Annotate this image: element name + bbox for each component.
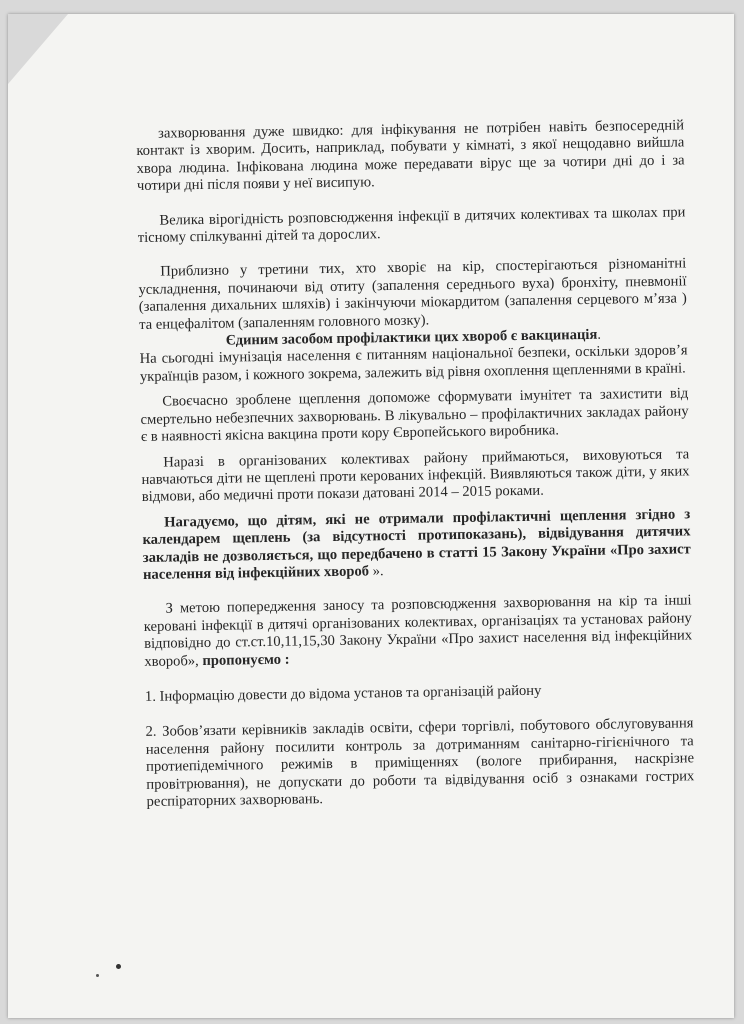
paragraph-timely-vaccination: Своєчасно зроблене щеплення допоможе сформувати імунітет та захистити від смертельно небезпечних захворювань. В лікувально – профілактичних закладах району є в наявності якісна вакцина проти кору Європейського виробника.: [140, 385, 689, 446]
paragraph-reminder: [142, 506, 691, 584]
paragraph-complications: Приблизно у третини тих, хто хворіє на кір, спостерігаються різноманітні ускладнення, починаючи від отиту (запалення середнього вуха) бронхіту, пневмонії (запалення дихальних шляхів) і закінчуючи міокардитом (запалення серцевого м’яза ) та енцефалітом (запаленням головного мозку).: [138, 255, 687, 333]
document-body: [136, 117, 695, 811]
paragraph-unvaccinated-children: Наразі в організованих колективах району приймаються, виховуються та навчаються діти не щеплені проти керованих інфекцій. Виявляються також діти, у яких відмови, або медичні проти покази датовані 2014 – 2015 роками.: [141, 445, 690, 506]
list-item-2: 2. Зобов’язати керівників закладів освіти, сфери торгівлі, побутового обслуговування населення району посилити контроль за дотриманням санітарно-гігієнічного та протиепідемічного режимів в приміщеннях (вологе прибирання, наскрізне провітрювання), не допускати до роботи та відвідування осіб з ознаками гострих респіраторних захворювань.: [145, 715, 695, 810]
paragraph-purpose: [143, 593, 692, 671]
purpose-text: З метою попередження заносу та розповсюдження захворювання на кір та інші керовані інфекції в дитячі організованих колективах, організаціях та установах району відповідно до ст.ст.10,11,15,30 Закону України «Про захист населення від інфекційних хвороб»,: [143, 592, 693, 670]
paragraph-spread-in-schools: Велика вірогідність розповсюдження інфекції в дитячих колективах та школах при тісному спілкуванні дітей та дорослих.: [137, 204, 686, 247]
reminder-end: ».: [368, 563, 384, 580]
folded-corner: [8, 14, 68, 84]
vaccination-heading-end: .: [597, 326, 602, 343]
purpose-propose-bold: пропонуємо :: [202, 651, 290, 669]
vaccination-heading-bold: Єдиним засобом профілактики цих хвороб є вакцинація: [225, 326, 598, 349]
reminder-bold: Нагадуємо, що дітям, які не отримали профілактичні щеплення згідно з календарем щеплень (за відсутності протипоказань), відвідування дитячих закладів не дозволяється, що передбачено в статті 15 Закону України «Про захист населення від інфекційних хвороб: [142, 506, 691, 583]
scan-speck: [116, 964, 121, 969]
document-page: [8, 14, 734, 1018]
paragraph-transmission: захворювання дуже швидко: для інфікування не потрібен навіть безпосередній контакт із хворим. Досить, наприклад, побувати у кімнаті, з якої нещодавно вийшла хвора людина. Інфікована людина може передавати вірус ще за чотири дні до і за чотири дні після появи у неї висипую.: [136, 117, 685, 195]
paragraph-national-security: На сьогодні імунізація населення є питанням національної безпеки, оскільки здоров’я українців разом, і кожного зокрема, залежить від рівня охоплення щепленнями в країні.: [139, 342, 688, 385]
scan-speck-small: [96, 974, 99, 977]
list-item-1: 1. Інформацію довести до відома установ та організацій району: [144, 682, 542, 705]
